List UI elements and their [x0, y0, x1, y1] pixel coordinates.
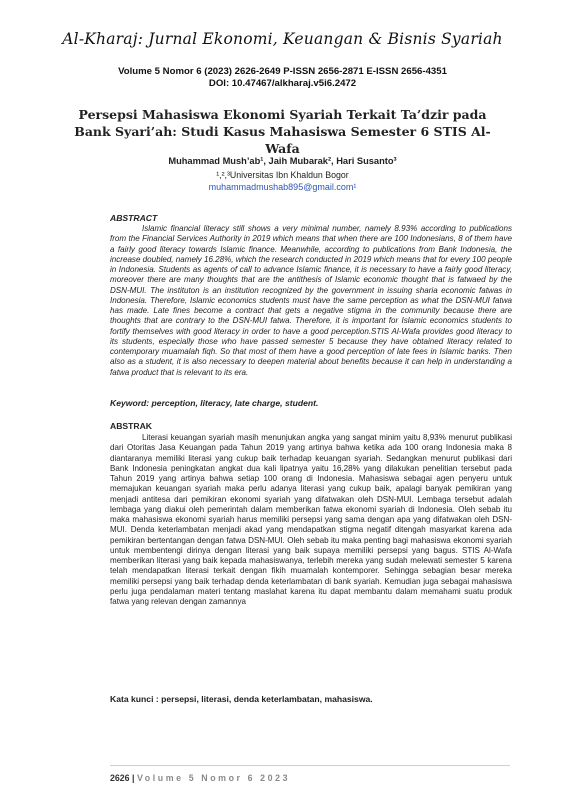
page-number: 2626 | — [110, 773, 135, 783]
abstract-english-text: Islamic financial literacy still shows a very minimal number, namely 8.93% according to publications from the Financial Services Authority in 2019 which means that when there are 100 Indonesians, 8 of them have a fairly good literacy towards Islamic finance. Meanwhile, according to publications from Bank Indonesia, the increase doubled, namely 16.28%, which the research conducted in 2019 which means that for every 100 people in Indonesia. Students as agents of call to advance Islamic finance, it is necessary to have a fairly good literacy, moreover there are many thoughts that are the antithesis of Islamic economic thought that is fatwaed by the DSN-MUI. The instituton is an institution recognized by the government in issuing sharia economic fatwas in Indonesia. Therefore, Islamic economics students must have the same perception as what the DSN-MUI fatwa has made. Late fines become a contract that gets a negative stigma in the community because there are thoughts that are contrary to the DSN-MUI fatwa. Therefore, it is important for Islamic economics students to fortify themselves with good literacy in order to have a good perception.STIS Al-Wafa provides good literacy to its students, especially those who have passed semester 5 because they have obtained literacy related to contemporary muamalah fiqh. So that most of them have a good perception of late fees in Islamic banks. Then also as a student, it is also necessary to deepen material about benefits because it can help in understanding a fatwa product that is relevant to its era. — [110, 224, 512, 377]
keywords-english: Keyword: perception, literacy, late charge, student. — [110, 398, 319, 408]
abstract-indonesian-text: Literasi keuangan syariah masih menunjukan angka yang sangat minim yaitu 8,93% menurut publikasi dari Otoritas Jasa Keuangan pada Tahun 2019 yang artinya bahwa ketika ada 100 orang Indonesia maka 8 diantaranya memiliki literasi yang cukup baik terhadap keuangan syariah. Sedangkan menurut publikasi dari Bank Indonesia peningkatan angkat dua kali lipatnya yaitu 16,28% yang dilakukan penelitian tersebut pada Tahun 2019 yang artinya bahwa setiap 100 orang di Indonesia. Mahasiswa sebagai agen penyeru untuk memajukan keuangan syariah maka perlu adanya literasi yang cukup baik, apalagi banyak pemikiran yang menjadi antitesa dari pemikiran ekonomi syariah yang difatwakan oleh DSN-MUI. Lembaga tersebut adalah lembaga yang diakui oleh pemerintah dalam memberikan fatwa ekonomi syariah di Indonesia. Oleh sebab itu maka mahasiswa ekonomi syariah harus memiliki persepsi yang sama dengan apa yang difatwakan oleh DSN-MUI. Denda keterlambatan menjadi akad yang mendapatkan stigma negatif ditengah masyarkat karena ada pemikiran bertentangan dengan fatwa DSN-MUI. Oleh sebab itu maka penting bagi mahasiswa ekonomi syariah untuk membentengi dirinya dengan literasi yang baik supaya memiliki persepsi yang bagus. STIS Al-Wafa memberikan literasi yang baik kepada mahasiswanya, terlebih mereka yang sudah melewati semester 5 karena telah mendapatkan literasi terkait dengan fikih muamalah kontemporer. Sehingga sebagian besar mereka memiliki persepsi yang baik terhadap denda keterlambatan di bank syariah. Kemudian juga sebagai mahasiswa perlu juga pendalaman materi tentang maslahat karena itu dapat membantu dalam memahami suatu produk fatwa yang relevan dengan zamannya — [110, 433, 512, 606]
author-email-link[interactable]: muhammadmushab895@gmail.com¹ — [208, 182, 357, 192]
footer-divider — [110, 765, 510, 766]
journal-title: Al-Kharaj: Jurnal Ekonomi, Keuangan & Bisnis Syariah — [62, 30, 503, 48]
page-footer — [110, 773, 290, 783]
keywords-indonesian: Kata kunci : persepsi, literasi, denda keterlambatan, mahasiswa. — [110, 694, 373, 704]
paper-title: Persepsi Mahasiswa Ekonomi Syariah Terkait Ta’dzir pada Bank Syari’ah: Studi Kasus Mahasiswa Semester 6 STIS Al-Wafa — [74, 107, 491, 156]
doi-line: DOI: 10.47467/alkharaj.v5i6.2472 — [208, 78, 357, 89]
issue-line: Volume 5 Nomor 6 (2023) 2626-2649 P-ISSN 2656-2871 E-ISSN 2656-4351 — [118, 66, 447, 77]
abstrak-heading: ABSTRAK — [110, 421, 153, 431]
footer-volume: Volume 5 Nomor 6 2023 — [136, 773, 291, 783]
author-list: Muhammad Mush’ab¹, Jaih Mubarak², Hari Susanto³ — [168, 156, 397, 166]
affiliation: ¹,²,³Universitas Ibn Khaldun Bogor — [216, 170, 349, 180]
abstract-heading: ABSTRACT — [110, 213, 158, 223]
